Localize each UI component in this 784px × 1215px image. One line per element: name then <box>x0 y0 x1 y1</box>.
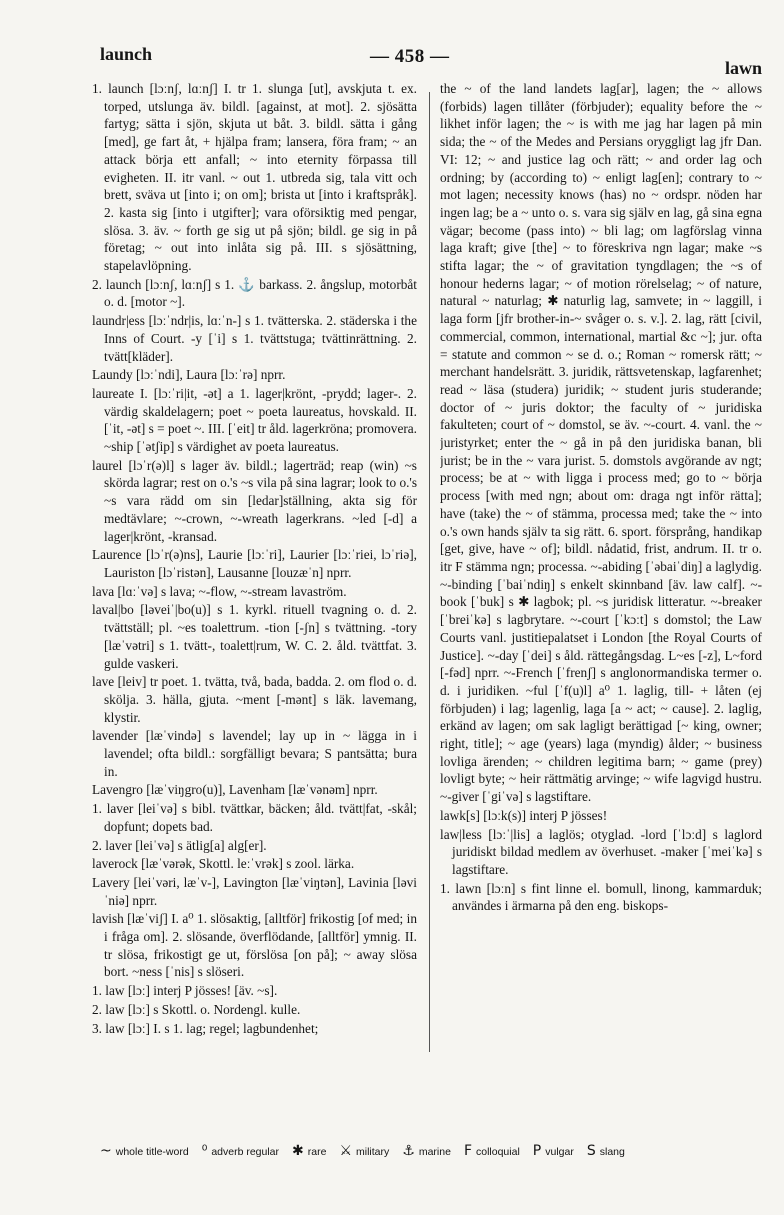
abbreviation-legend <box>100 1143 754 1159</box>
entry-lava: lava [lɑːˈvə] s lava; ~-flow, ~-stream lavaström. <box>92 583 347 599</box>
right-column <box>440 80 762 1055</box>
entry-laver-2: 2. laver [leiˈvə] s ätlig[a] alg[er]. <box>92 837 267 853</box>
entry-laundy: Laundy [lɔːˈndi], Laura [lɔːˈrə] nprr. <box>92 367 286 383</box>
legend-item: ⚔ military <box>339 1143 390 1159</box>
entry-laurel: laurel [lɔˈr(ə)l] s lager äv. bildl.; lagerträd; reap (win) ~s skörda lagrar; rest on o.'s ~s vila på sina lagrar; look to o.'s ~s vara rädd om sin [ledar]ställning, akta sig för medtävlare; ~-crown, ~-wreath lagerkrans. ~led [-d] a lager|krönt, -kransad. <box>92 457 417 544</box>
entry-laundress: laundr|ess [lɔːˈndr|is, lɑːˈn-] s 1. tvätterska. 2. städerska i the Inns of Court. -y [ˈi] s 1. tvättstuga; tvättinrättning. 2. tvätt[kläder]. <box>92 313 417 364</box>
entry-law-continued: the ~ of the land landets lag[ar], lagen; the ~ allows (forbids) lagen tillåter (förbjuder); equality before the ~ likhet inför lagen; the ~ is with me jag har lagen på min sida; the ~ of the Medes and Persians oryggligt lag jfr Dan. VI: 12; ~ and justice lag och rätt; ~ and order lag och ordning; by (according to) ~ enligt lag[en]; contrary to ~ mot lagen; necessity knows (has) no ~ ordspr. nöden har ingen lag; be a ~ unto o. s. vara sig själv en lag, gå sina egna vägar; become (pass into) ~ bli lag; om lagförslag vinna laga kraft; give [the] ~ to föreskriva ngn lagar; make ~s stifta lagar; the ~ of gravitation tyngdlagen; the ~s of honour hederns lagar; ~ of motion rörelselag; ~ of nature, natural ~ naturlag; ✱ naturlig lag, samvete; in ~ laggill, i laga form [jfr brother-in-~ svåger o. s. v.]. 2. lag, rätt [civil, commercial, common, international, martial &c ~]; jur. ofta = statute and common ~ se d. o.; Roman ~ romersk rätt; ~ merchant handelsrätt. 3. juridik, rättsvetenskap, lagfarenhet; read ~ läsa (studera) juridik; ~ student juris studerande; doctor of ~ juris doktor; the faculty of ~ juridiska fakulteten; court of ~ domstol, se äv. ~-court. 4. vanl. the ~ juristyrket; enter the ~ gå in på den juridiska banan, bli jurist; be in the ~ vara jurist. 5. domstols avgörande av ngt; process; be at ~ with ligga i process med; go to ~ börja process [with med ngn; about om: draga ngt inför rätta]; have (take) the ~ of stämma, processa med; take the ~ into o.'s own hands själv ta sig rätt. 6. sport. försprång, handikap [get, give, have ~ of]; bildl. nådatid, frist, andrum. II. tr o. itr F stämma ngn; processa. ~-abiding [ˈəbaiˈdiŋ] a laglydig. ~-binding [ˈbaiˈndiŋ] s enkelt skinnband [äv. law calf]. ~-book [ˈbuk] s ✱ lagbok; pl. ~s juridisk litteratur. ~-breaker [ˈbreiˈkə] s lagbrytare. ~-court [ˈkɔːt] s domstol; the Law Courts vanl. justitiepalatset i London [the Royal Courts of Justice]. ~-day [ˈdei] s åld. rättegångsdag. L~es [-z], L~ford [-fəd] nprr. ~-French [ˈfrenʃ] s anglonormandiska termer o. d. i juridiken. ~ful [ˈf(u)l] a⁰ 1. laglig, till- + låten (ej förbjuden) i lag; lagenlig, laga [a ~ act; ~ cause]. 2. laglig, erkänd av lagen; om sak lagligt berättigad [~ king, owner; right, title]; ~ age (years) laga (myndig) ålder; ~ business lovliga ärenden; ~ children legitima barn; ~ game (prey) lovligt byte; ~ heir rättmätig arvinge; ~ wife lagvigd hustru. ~-giver [ˈgiˈvə] s lagstiftare. <box>440 81 762 805</box>
tilde-icon: ~ <box>100 1143 112 1159</box>
entry-lavery: Lavery [leiˈvəri, læˈv-], Lavington [læˈviŋtən], Lavinia [ləviˈniə] nprr. <box>92 874 417 908</box>
left-column <box>92 80 417 1055</box>
page-number: — 458 — <box>370 46 450 67</box>
colloquial-marker: F <box>463 1143 472 1159</box>
legend-item: P vulgar <box>532 1143 574 1159</box>
entry-launch-2: 2. launch [lɔːnʃ, lɑːnʃ] s 1. ⚓ barkass. 2. ångslup, motorbåt o. d. [motor ~]. <box>92 276 417 310</box>
legend-item: ⁰ adverb regular <box>201 1143 280 1159</box>
asterisk-icon: ✱ <box>292 1143 304 1159</box>
legend-item: S slang <box>586 1143 625 1159</box>
legend-item: ⚓ marine <box>402 1143 451 1159</box>
entry-lavender: lavender [læˈvində] s lavendel; lay up in ~ lägga in i lavendel; ofta bildl.: sorgfälligt bevara; S pantsätta; bura in. <box>92 728 417 779</box>
entry-law-3: 3. law [lɔː] I. s 1. lag; regel; lagbundenhet; <box>92 1020 319 1036</box>
entry-launch-1: 1. launch [lɔːnʃ, lɑːnʃ] I. tr 1. slunga [ut], avskjuta t. ex. torped, utslunga äv. bildl. [against, at mot]. 2. sjösätta fartyg; sätta i sjön, skjuta ut båt. 3. bildl. sätta i gång [med], ge fart åt, + hjälpa fram; lansera, föra fram; ~ an attack börja ett anfall; ~ into eternity förpassa till evigheten. II. itr vanl. ~ out 1. utbreda sig, tala vitt och brett, sväva ut [into i; on om]; brista ut [into i kraftspråk]. 2. kasta sig [into i utgifter]; vara oförsiktig med pengar, slösa. 3. äv. ~ forth ge sig ut på sjön; bildl. ge sig in på företag; ~ out into inlåta sig på. III. s sjösättning, stapelavlöpning. <box>92 81 417 274</box>
anchor-icon: ⚓ <box>402 1143 415 1159</box>
entry-law-1: 1. law [lɔː] interj P jösses! [äv. ~s]. <box>92 983 278 999</box>
entry-laurence: Laurence [lɔˈr(ə)ns], Laurie [lɔːˈri], Laurier [lɔːˈriei, lɔˈriə], Lauriston [lɔˈristən], Lausanne [louzæˈn] nprr. <box>92 547 417 580</box>
vulgar-marker: P <box>532 1143 542 1159</box>
legend-item: F colloquial <box>463 1143 520 1159</box>
entry-lavish: lavish [læˈviʃ] I. a⁰ 1. slösaktig, [alltför] frikostig [of med; in i fråga om]. 2. slösande, överflödande, [alltför] ymnig. II. tr slösa, frikostigt ge ut, förslösa [on på]; ~ away slösa bort. ~ness [ˈnis] s slöseri. <box>92 911 417 980</box>
slang-marker: S <box>586 1143 596 1159</box>
degree-icon: ⁰ <box>201 1143 208 1159</box>
entry-law-2: 2. law [lɔː] s Skottl. o. Nordengl. kulle. <box>92 1001 301 1017</box>
legend-item: ✱ rare <box>292 1143 327 1159</box>
entry-laverock: laverock [læˈvərək, Skottl. leːˈvrək] s zool. lärka. <box>92 856 355 872</box>
page-header <box>98 40 762 80</box>
right-running-head: lawn <box>724 58 762 78</box>
entry-lavengro: Lavengro [læˈviŋgro(u)], Lavenham [læˈvənəm] nprr. <box>92 782 378 798</box>
entry-lave: lave [leiv] tr poet. 1. tvätta, två, bada, badda. 2. om flod o. d. skölja. 3. hälla, gjuta. ~ment [-mənt] s läk. lavemang, klystir. <box>92 674 417 725</box>
entry-lawless: law|less [lɔːˈ|lis] a laglös; otyglad. -lord [ˈlɔːd] s laglord juridiskt bildad medlem av överhuset. -maker [ˈmeiˈkə] s lagstiftare. <box>440 826 762 877</box>
entry-laureate: laureate I. [lɔːˈri|it, -ət] a 1. lager|krönt, -prydd; lager-. 2. värdig skaldelagern; poet ~ poeta laureatus, hovskald. II. [ˈit, -ət] s = poet ~. III. [ˈeit] tr åld. lagerkröna; promovera. ~ship [ˈətʃip] s värdighet av poeta laureatus. <box>92 385 417 455</box>
legend-item: ~ whole title-word <box>100 1143 189 1159</box>
column-divider <box>429 92 430 1052</box>
left-running-head: launch <box>100 44 153 64</box>
entry-lawks: lawk[s] [lɔːk(s)] interj P jösses! <box>440 807 608 823</box>
entry-lavabo: laval|bo [ləveiˈ|bo(u)] s 1. kyrkl. rituell tvagning o. d. 2. tvättställ; pl. ~es toalettrum. -tion [-ʃn] s tvättning. -tory [læˈvətri] s 1. tvätt-, toalett|rum, W. C. 2. åld. tvättfat. 3. gulde vaskeri. <box>92 602 417 671</box>
crossed-swords-icon: ⚔ <box>339 1143 353 1159</box>
entry-lawn-1: 1. lawn [lɔːn] s fint linne el. bomull, linong, kammarduk; användes i ärmarna på den eng. biskops- <box>440 880 762 914</box>
entry-laver-1: 1. laver [leiˈvə] s bibl. tvättkar, bäcken; åld. tvätt|fat, -skål; dopfunt; dopets bad. <box>92 801 417 834</box>
